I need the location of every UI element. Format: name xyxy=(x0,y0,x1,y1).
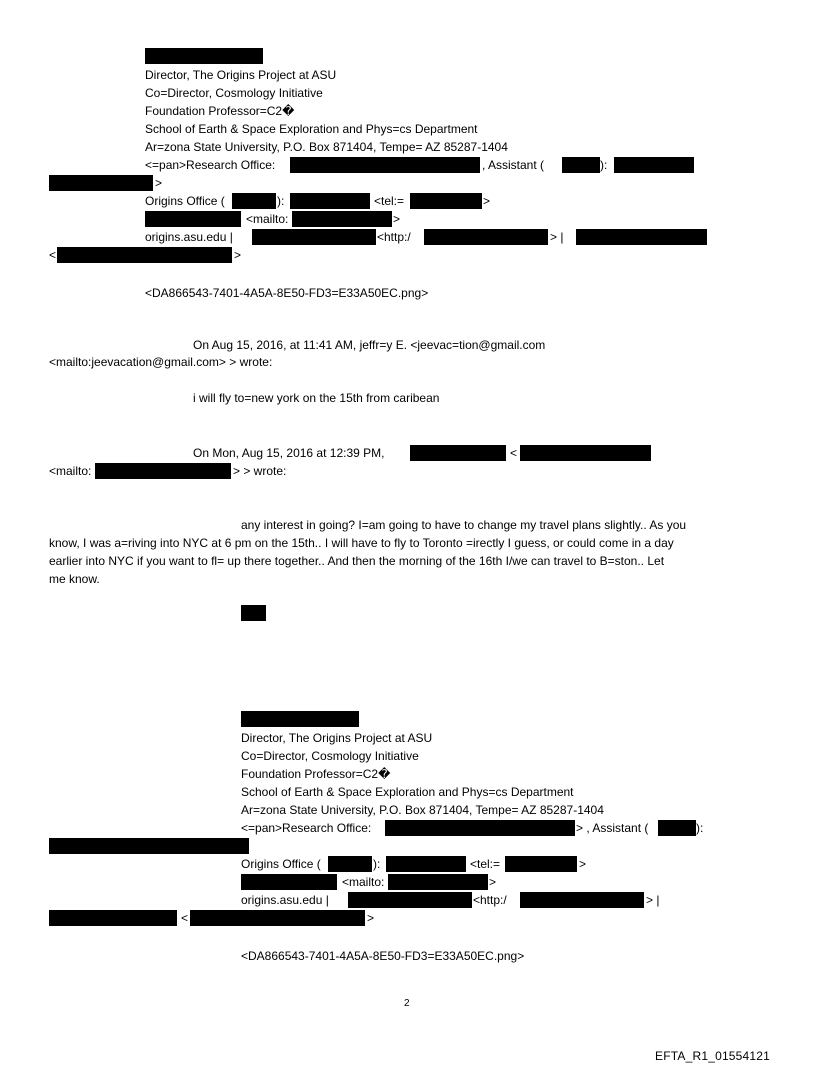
redaction-sig1-assistant xyxy=(562,157,600,173)
sig1-origins-label: Origins Office ( xyxy=(145,194,225,208)
thread-body-line1: any interest in going? I=am going to have to change my travel plans slightly.. As you xyxy=(241,518,687,532)
thread-header1: On Aug 15, 2016, at 11:41 AM, jeffr=y E. <jeevac=tion@gmail.com xyxy=(193,338,546,352)
sig2-origins-label: Origins Office ( xyxy=(241,857,321,871)
sig2-assistant-label: > , Assistant ( xyxy=(576,821,649,835)
sig1-image-ref: <DA866543-7401-4A5A-8E50-FD3=E33A50EC.png> xyxy=(145,286,429,300)
sig1-professor: Foundation Professor=C2� xyxy=(145,104,295,118)
redaction-sig2-site xyxy=(348,892,472,908)
redaction-sig2-site3 xyxy=(190,910,365,926)
redaction-sig2-assistant xyxy=(658,820,696,836)
sig1-pipe-end: > | xyxy=(550,230,564,244)
sig2-gt: > xyxy=(241,839,249,853)
sig1-gt: > xyxy=(155,176,163,190)
sig1-mailto-gt: > xyxy=(393,212,401,226)
redaction-sig2-mailto xyxy=(388,874,488,890)
sig2-mailto-gt: > xyxy=(489,875,497,889)
redaction-sig2-origins xyxy=(328,856,372,872)
redaction-sig1-name xyxy=(145,48,263,64)
redaction-sig2-line-wrap xyxy=(49,838,249,854)
redaction-sig1-origins xyxy=(232,193,276,209)
sig1-origins-colon: ): xyxy=(277,194,285,208)
sig2-http-label: <http:/ xyxy=(473,893,507,907)
sig1-lt-gt: > xyxy=(234,248,242,262)
sig2-lt: < xyxy=(181,911,189,925)
redaction-sig2-tel xyxy=(505,856,577,872)
sig2-title: Director, The Origins Project at ASU xyxy=(241,731,433,745)
redaction-sig1-origins-phone xyxy=(290,193,370,209)
thread-body-line4: me know. xyxy=(49,572,100,586)
sig2-professor: Foundation Professor=C2� xyxy=(241,767,391,781)
redaction-thread-mailto xyxy=(95,463,231,479)
sig2-university: Ar=zona State University, P.O. Box 871404, Tempe= AZ 85287-1404 xyxy=(241,803,604,817)
thread-header2-lt: < xyxy=(510,446,518,460)
sig2-origins-colon: ): xyxy=(373,857,381,871)
sig1-research-label: <=pan>Research Office: xyxy=(145,158,276,172)
sig2-tel-label: <tel:= xyxy=(470,857,501,871)
redaction-sig1-line-wrap xyxy=(49,175,153,191)
sig1-site-label: origins.asu.edu | xyxy=(145,230,233,244)
thread-header2-mailto: <mailto: xyxy=(49,464,92,478)
page-number: 2 xyxy=(404,998,410,1009)
thread-body-line2: know, I was a=riving into NYC at 6 pm on the 15th.. I will have to fly to Toronto =irectly I guess, or could come in a day xyxy=(49,536,674,550)
redaction-sig1-assistant-phone xyxy=(614,157,694,173)
sig2-pipe-end: > | xyxy=(646,893,660,907)
sig1-codirector: Co=Director, Cosmology Initiative xyxy=(145,86,323,100)
redaction-thread-sender-email xyxy=(520,445,651,461)
sig1-lt: < xyxy=(49,248,57,262)
thread-header1-cont: <mailto:jeevacation@gmail.com> > wrote: xyxy=(49,355,273,369)
sig2-assistant-end: ): xyxy=(696,821,704,835)
redaction-sig2-research xyxy=(385,820,575,836)
redaction-sig2-site2 xyxy=(49,910,177,926)
sig2-lt-gt: > xyxy=(367,911,375,925)
sig2-tel-gt: > xyxy=(579,857,587,871)
sig2-mailto-label: <mailto: xyxy=(342,875,385,889)
sig1-tel-gt: > xyxy=(483,194,491,208)
redaction-sig1-http xyxy=(424,229,548,245)
thread-header2-wrote: > > wrote: xyxy=(233,464,287,478)
redaction-thread-sender xyxy=(410,445,506,461)
redaction-sig1-tel xyxy=(410,193,482,209)
sig2-school: School of Earth & Space Exploration and Phys=cs Department xyxy=(241,785,574,799)
thread-body-line3: earlier into NYC if you want to fl= up there together.. And then the morning of the 16th I/we can travel to B=ston.. Let xyxy=(49,554,665,568)
sig2-codirector: Co=Director, Cosmology Initiative xyxy=(241,749,419,763)
redaction-sig2-name xyxy=(241,711,359,727)
redaction-sig2-http xyxy=(520,892,644,908)
sig2-image-ref: <DA866543-7401-4A5A-8E50-FD3=E33A50EC.png> xyxy=(241,949,525,963)
thread-header2: On Mon, Aug 15, 2016 at 12:39 PM, xyxy=(193,446,385,460)
sig1-school: School of Earth & Space Exploration and Phys=cs Department xyxy=(145,122,478,136)
sig2-research-label: <=pan>Research Office: xyxy=(241,821,372,835)
sig1-title: Director, The Origins Project at ASU xyxy=(145,68,337,82)
redaction-sig1-mailto xyxy=(292,211,392,227)
redaction-sig1-site xyxy=(252,229,376,245)
document-id: EFTA_R1_01554121 xyxy=(655,1049,771,1063)
sig1-http-label: <http:/ xyxy=(377,230,411,244)
sig1-university: Ar=zona State University, P.O. Box 871404, Tempe= AZ 85287-1404 xyxy=(145,140,508,154)
sig1-mailto-label: <mailto: xyxy=(246,212,289,226)
sig1-assistant-label: , Assistant ( xyxy=(482,158,545,172)
redaction-sig2-origins-phone xyxy=(386,856,466,872)
redaction-sig1-email xyxy=(145,211,241,227)
redaction-sig1-research xyxy=(290,157,480,173)
thread-reply1: i will fly to=new york on the 15th from caribean xyxy=(193,391,440,405)
sig2-site-label: origins.asu.edu | xyxy=(241,893,329,907)
sig1-tel-label: <tel:= xyxy=(374,194,405,208)
redaction-sig1-site3 xyxy=(57,247,232,263)
redaction-thread-signoff xyxy=(241,605,266,621)
sig1-assistant-colon: ): xyxy=(600,158,608,172)
redaction-sig2-email xyxy=(241,874,337,890)
redaction-sig1-site2 xyxy=(576,229,707,245)
